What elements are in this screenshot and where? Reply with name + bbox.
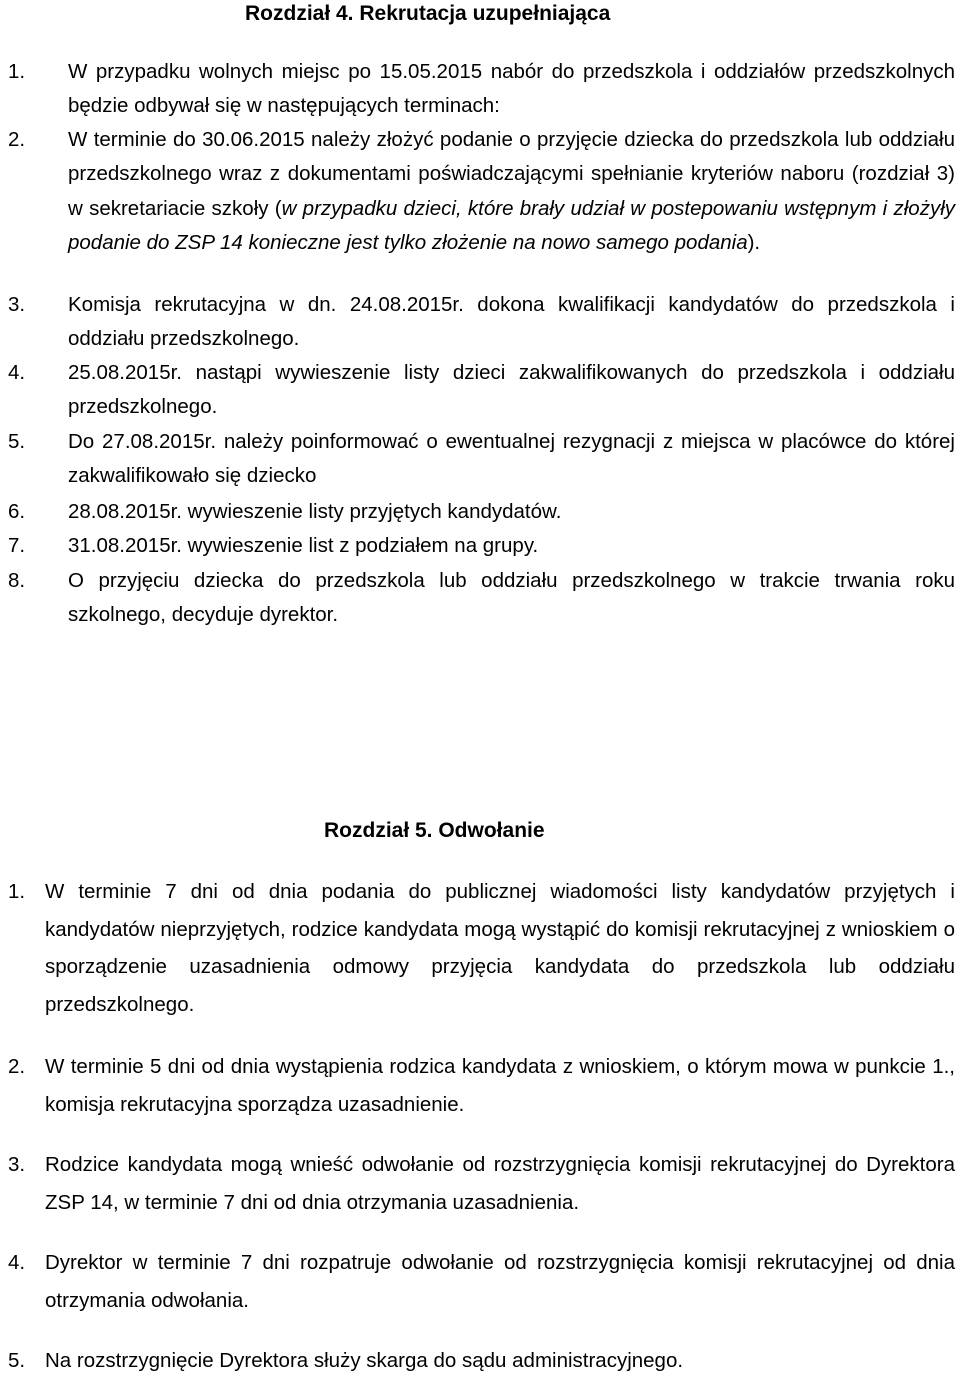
item-text: W przypadku wolnych miejsc po 15.05.2015 nabór do przedszkola i oddziałów przedszkolnych będzie odbywał się w następujących terminach: xyxy=(68,60,955,118)
item-text: Komisja rekrutacyjna w dn. 24.08.2015r. dokona kwalifikacji kandydatów do przedszkola i oddziału przedszkolnego. xyxy=(68,293,955,351)
chapter-4-item-1 xyxy=(8,55,955,124)
item-text: 31.08.2015r. wywieszenie list z podziałem na grupy. xyxy=(68,534,539,557)
chapter-4-item-6 xyxy=(8,495,955,529)
chapter-5-item-5 xyxy=(8,1342,955,1380)
chapter-4-item-8 xyxy=(8,564,955,633)
chapter-4-item-7 xyxy=(8,529,955,563)
item-number: 8. xyxy=(8,569,26,592)
chapter-4-item-2 xyxy=(8,123,955,260)
item-text-after: ). xyxy=(747,230,761,254)
item-text-italic: w przypadku dzieci, które brały udział w postepowaniu wstępnym i złożyły podanie do ZSP 14 konieczne jest tylko złożenie na nowo samego podania xyxy=(68,196,955,254)
item-text-before: W terminie do 30.06.2015 należy złożyć podanie o przyjęcie dziecka do przedszkola lub oddziału przedszkolnego wraz z dokumentami poświadczającymi spełnianie kryteriów naboru (rozdział 3) w sekretariacie szkoły ( xyxy=(68,128,955,220)
item-number: 3. xyxy=(8,1153,26,1176)
chapter-5-item-4 xyxy=(8,1244,955,1319)
chapter-5-item-3 xyxy=(8,1146,955,1221)
item-number: 5. xyxy=(8,430,26,453)
item-text: 25.08.2015r. nastąpi wywieszenie listy dzieci zakwalifikowanych do przedszkola i oddziału przedszkolnego. xyxy=(68,361,955,419)
chapter-4-item-4 xyxy=(8,356,955,425)
item-text xyxy=(68,123,955,260)
item-number: 2. xyxy=(8,1055,26,1078)
item-text: W terminie 5 dni od dnia wystąpienia rodzica kandydata z wnioskiem, o którym mowa w punkcie 1., komisja rekrutacyjna sporządza uzasadnienie. xyxy=(45,1055,955,1116)
item-number: 1. xyxy=(8,60,26,83)
item-text: Do 27.08.2015r. należy poinformować o ewentualnej rezygnacji z miejsca w placówce do której zakwalifikowało się dziecko xyxy=(68,430,955,488)
item-text: Dyrektor w terminie 7 dni rozpatruje odwołanie od rozstrzygnięcia komisji rekrutacyjnej od dnia otrzymania odwołania. xyxy=(45,1251,955,1312)
chapter-5-item-1 xyxy=(8,873,955,1023)
item-number: 4. xyxy=(8,361,26,384)
item-text: 28.08.2015r. wywieszenie listy przyjętych kandydatów. xyxy=(68,500,562,523)
chapter-5-item-2 xyxy=(8,1048,955,1123)
item-text: Rodzice kandydata mogą wnieść odwołanie od rozstrzygnięcia komisji rekrutacyjnej do Dyrektora ZSP 14, w terminie 7 dni od dnia otrzymania uzasadnienia. xyxy=(45,1153,955,1214)
item-number: 6. xyxy=(8,500,26,523)
item-number: 2. xyxy=(8,128,26,151)
item-text: W terminie 7 dni od dnia podania do publicznej wiadomości listy kandydatów przyjętych i kandydatów nieprzyjętych, rodzice kandydata mogą wystąpić do komisji rekrutacyjnej z wnioskiem o sporządzenie uzasadnienia odmowy przyjęcia kandydata do przedszkola lub oddziału przedszkolnego. xyxy=(45,880,955,1016)
chapter-4-item-3 xyxy=(8,288,955,357)
item-number: 3. xyxy=(8,293,26,316)
item-text: Na rozstrzygnięcie Dyrektora służy skarga do sądu administracyjnego. xyxy=(45,1349,684,1372)
item-number: 5. xyxy=(8,1349,26,1372)
item-number: 1. xyxy=(8,880,26,903)
chapter-5-title: Rozdział 5. Odwołanie xyxy=(324,819,545,842)
item-number: 7. xyxy=(8,534,26,557)
chapter-4-item-5 xyxy=(8,425,955,494)
item-text: O przyjęciu dziecka do przedszkola lub oddziału przedszkolnego w trakcie trwania roku szkolnego, decyduje dyrektor. xyxy=(68,569,955,627)
item-number: 4. xyxy=(8,1251,26,1274)
chapter-4-title: Rozdział 4. Rekrutacja uzupełniająca xyxy=(245,2,611,25)
